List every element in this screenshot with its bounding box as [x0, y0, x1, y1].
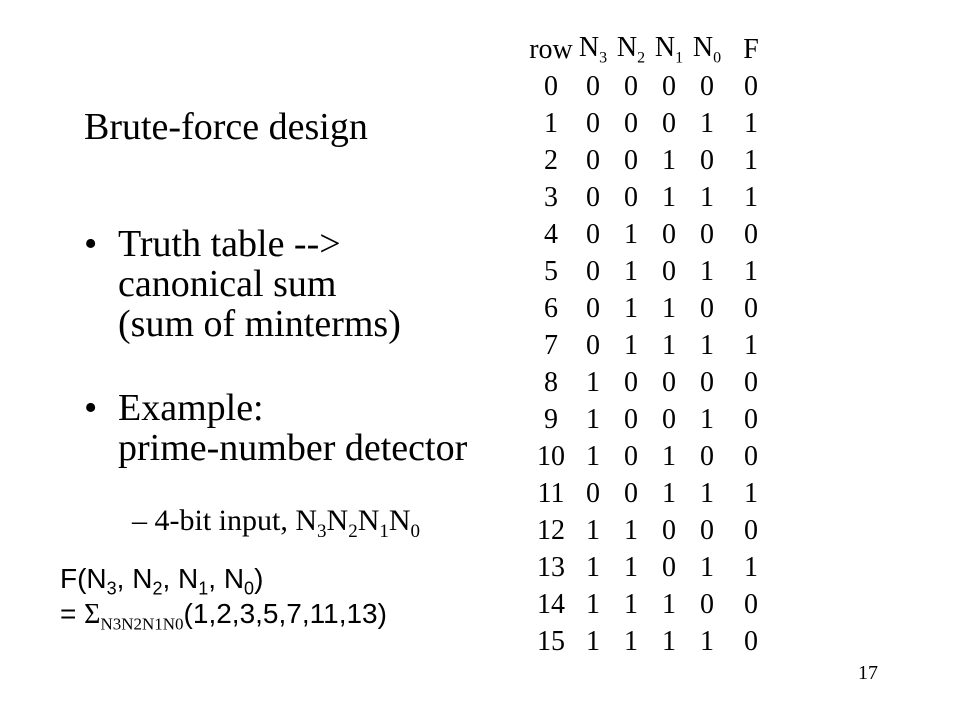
input-cell: 1	[700, 255, 714, 287]
table-row	[528, 438, 776, 475]
input-cell: 0	[624, 107, 638, 139]
bullet-line: prime-number detector	[118, 427, 468, 469]
input-cell: 0	[586, 255, 600, 287]
formula-line-2	[60, 597, 387, 642]
input-cell: 0	[624, 144, 638, 176]
column-header-label: N	[616, 31, 638, 63]
var-name: N	[326, 504, 349, 537]
input-cell: 1	[624, 218, 638, 250]
row-index-cell: 2	[544, 144, 558, 176]
input-cell: 1	[624, 329, 638, 361]
column-header-subscript: 2	[637, 49, 646, 67]
bullet-line: Truth table -->	[118, 223, 341, 265]
column-header	[528, 31, 574, 68]
input-cell: 0	[586, 477, 600, 509]
input-cell: 1	[700, 403, 714, 435]
input-cell: 0	[624, 477, 638, 509]
input-cell: 0	[586, 329, 600, 361]
input-cell: 1	[586, 551, 600, 583]
output-cell: 0	[744, 70, 758, 102]
sigma-symbol: Σ	[84, 599, 101, 630]
sub-bullet-text: 4-bit input,	[154, 504, 296, 537]
row-index-cell: 4	[544, 218, 558, 250]
var-name: N	[295, 504, 318, 537]
column-header-label: row	[529, 33, 573, 65]
formula-subscript: 2	[152, 578, 163, 599]
var-subscript: 2	[348, 521, 358, 542]
row-index-cell: 14	[537, 588, 565, 620]
input-cell: 1	[662, 181, 676, 213]
input-cell: 1	[700, 107, 714, 139]
input-cell: 1	[586, 625, 600, 657]
var-name: N	[357, 504, 380, 537]
formula-args: (1,2,3,5,7,11,13)	[183, 598, 387, 629]
input-cell: 0	[700, 218, 714, 250]
output-cell: 0	[744, 625, 758, 657]
input-cell: 0	[700, 440, 714, 472]
input-cell: 1	[586, 514, 600, 546]
input-cell: 0	[662, 218, 676, 250]
table-row	[528, 401, 776, 438]
row-index-cell: 13	[537, 551, 565, 583]
input-cell: 0	[586, 144, 600, 176]
input-cell: 0	[662, 366, 676, 398]
column-header-label: N	[692, 31, 714, 63]
truth-table-header-row	[528, 31, 776, 68]
formula-text: F(N	[60, 563, 107, 594]
truth-table-body	[528, 68, 776, 660]
input-cell: 1	[624, 292, 638, 324]
input-cell: 1	[700, 329, 714, 361]
input-cell: 1	[700, 181, 714, 213]
row-index-cell: 1	[544, 107, 558, 139]
input-cell: 1	[624, 625, 638, 657]
column-header	[650, 31, 688, 68]
page-number: 17	[858, 662, 878, 684]
column-header	[612, 31, 650, 68]
column-header-subscript: 3	[599, 49, 608, 67]
formula-text: , N	[162, 563, 199, 594]
output-cell: 0	[744, 403, 758, 435]
row-index-cell: 9	[544, 403, 558, 435]
input-cell: 0	[662, 255, 676, 287]
input-cell: 0	[662, 551, 676, 583]
table-row	[528, 475, 776, 512]
bullet-marker: •	[84, 387, 98, 429]
bullet-marker: •	[84, 223, 98, 265]
input-cell: 0	[586, 181, 600, 213]
row-index-cell: 3	[544, 181, 558, 213]
output-cell: 1	[744, 329, 758, 361]
row-index-cell: 5	[544, 255, 558, 287]
table-row	[528, 68, 776, 105]
table-row	[528, 364, 776, 401]
input-cell: 0	[700, 70, 714, 102]
table-row	[528, 105, 776, 142]
table-row	[528, 327, 776, 364]
row-index-cell: 10	[537, 440, 565, 472]
formula-subscript: 3	[106, 578, 117, 599]
input-cell: 0	[624, 366, 638, 398]
column-header-subscript: 1	[675, 49, 684, 67]
input-cell: 0	[662, 70, 676, 102]
output-cell: 0	[744, 514, 758, 546]
row-index-cell: 7	[544, 329, 558, 361]
output-cell: 1	[744, 551, 758, 583]
input-cell: 1	[700, 551, 714, 583]
table-row	[528, 290, 776, 327]
column-header-label: N	[578, 31, 600, 63]
input-cell: 1	[662, 329, 676, 361]
input-cell: 0	[624, 181, 638, 213]
input-cell: 0	[662, 403, 676, 435]
bullet-line: (sum of minterms)	[118, 303, 401, 345]
row-index-cell: 6	[544, 292, 558, 324]
bullet-line: Example:	[118, 387, 264, 429]
sub-bullet-input	[132, 503, 420, 550]
formula-text: )	[254, 563, 264, 594]
input-cell: 0	[624, 70, 638, 102]
table-row	[528, 586, 776, 623]
var-subscript: 1	[379, 521, 389, 542]
output-cell: 1	[744, 255, 758, 287]
var-name: N	[388, 504, 411, 537]
input-cell: 1	[624, 255, 638, 287]
column-header-label: N	[654, 31, 676, 63]
output-cell: 0	[744, 588, 758, 620]
row-index-cell: 0	[544, 70, 558, 102]
input-cell: 0	[586, 107, 600, 139]
input-cell: 0	[700, 292, 714, 324]
input-cell: 1	[700, 625, 714, 657]
row-index-cell: 11	[537, 477, 565, 509]
output-cell: 0	[744, 218, 758, 250]
sub-bullet-marker: –	[132, 504, 147, 537]
output-cell: 0	[744, 366, 758, 398]
input-cell: 0	[700, 144, 714, 176]
input-cell: 0	[662, 107, 676, 139]
formula-text: , N	[208, 563, 245, 594]
input-cell: 1	[662, 625, 676, 657]
table-row	[528, 253, 776, 290]
table-row	[528, 623, 776, 660]
input-cell: 0	[586, 292, 600, 324]
output-cell: 1	[744, 144, 758, 176]
input-cell: 1	[662, 292, 676, 324]
truth-table	[528, 31, 776, 660]
bullet-text	[118, 224, 401, 344]
input-cell: 1	[624, 588, 638, 620]
output-cell: 1	[744, 477, 758, 509]
input-cell: 0	[662, 514, 676, 546]
row-index-cell: 12	[537, 514, 565, 546]
input-cell: 1	[662, 440, 676, 472]
input-cell: 1	[586, 588, 600, 620]
output-cell: 0	[744, 440, 758, 472]
input-cell: 1	[662, 144, 676, 176]
column-header	[726, 31, 776, 68]
table-row	[528, 179, 776, 216]
formula-text: =	[60, 598, 85, 629]
input-cell: 0	[624, 403, 638, 435]
input-cell: 1	[662, 477, 676, 509]
slide-title: Brute-force design	[84, 106, 368, 148]
column-header	[688, 31, 726, 68]
input-cell: 1	[586, 366, 600, 398]
sigma-subscript: N3N2N1N0	[100, 614, 184, 634]
table-row	[528, 512, 776, 549]
input-cell: 0	[700, 366, 714, 398]
input-cell: 1	[662, 588, 676, 620]
input-cell: 1	[586, 403, 600, 435]
column-header-subscript: 0	[713, 49, 722, 67]
var-subscript: 0	[410, 521, 421, 542]
table-row	[528, 216, 776, 253]
input-cell: 1	[624, 514, 638, 546]
input-cell: 0	[700, 588, 714, 620]
input-cell: 0	[586, 218, 600, 250]
table-row	[528, 549, 776, 586]
column-header	[574, 31, 612, 68]
input-cell: 1	[700, 477, 714, 509]
bullet-line: canonical sum	[118, 263, 337, 305]
formula-text: , N	[116, 563, 153, 594]
input-cell: 1	[586, 440, 600, 472]
var-subscript: 3	[317, 521, 327, 542]
input-cell: 0	[700, 514, 714, 546]
input-cell: 0	[624, 440, 638, 472]
output-cell: 1	[744, 107, 758, 139]
formula-subscript: 1	[198, 578, 209, 599]
bullet-text	[118, 388, 467, 468]
output-cell: 0	[744, 292, 758, 324]
column-header-label: F	[743, 33, 759, 65]
table-row	[528, 142, 776, 179]
row-index-cell: 15	[537, 625, 565, 657]
row-index-cell: 8	[544, 366, 558, 398]
input-cell: 1	[624, 551, 638, 583]
formula-subscript: 0	[244, 578, 255, 599]
output-cell: 1	[744, 181, 758, 213]
input-cell: 0	[586, 70, 600, 102]
